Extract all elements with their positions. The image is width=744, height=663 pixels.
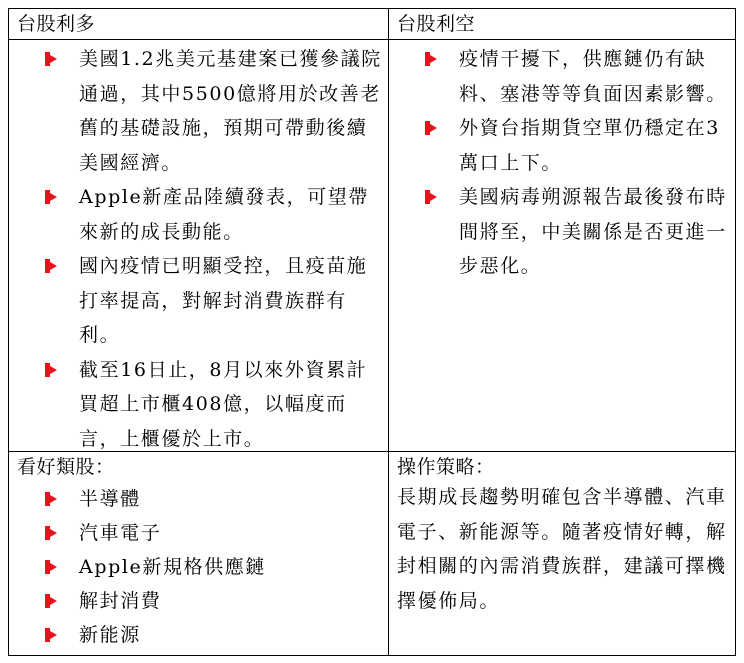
sectors-cell: [9, 452, 388, 655]
bear-header-cell: [389, 9, 735, 39]
red-bullet-icon: [45, 190, 57, 204]
list-item: [9, 482, 388, 516]
list-item: [9, 516, 388, 550]
bear-item-text: 外資台指期貨空單仍穩定在3萬口上下。: [459, 117, 720, 174]
sector-item-text: 半導體: [79, 488, 141, 510]
sectors-list: [9, 482, 388, 652]
red-bullet-icon: [45, 363, 57, 377]
red-bullet-icon: [45, 259, 57, 273]
bull-item-text: 截至16日止，8月以來外資累計買超上市櫃408億，以幅度而言，上櫃優於上市。: [79, 358, 368, 450]
summary-table: [8, 8, 736, 656]
sector-item-text: 新能源: [79, 624, 141, 646]
bear-item-text: 疫情干擾下，供應鏈仍有缺料、塞港等等負面因素影響。: [459, 48, 727, 105]
list-item: [9, 584, 388, 618]
bull-list: [9, 42, 388, 456]
sector-item-text: 汽車電子: [79, 522, 162, 544]
bear-item-text: 美國病毒朔源報告最後發布時間將至，中美關係是否更進一步惡化。: [459, 186, 727, 277]
list-item: [9, 42, 388, 180]
list-item: [389, 180, 735, 284]
red-bullet-icon: [45, 594, 57, 608]
red-bullet-icon: [425, 52, 437, 66]
red-bullet-icon: [45, 628, 57, 642]
bull-item-text: Apple新產品陸續發表，可望帶來新的成長動能。: [79, 186, 369, 243]
bull-body-cell: [9, 40, 388, 451]
red-bullet-icon: [425, 190, 437, 204]
list-item: [9, 180, 388, 249]
bull-item-text: 國內疫情已明顯受控，且疫苗施打率提高，對解封消費族群有利。: [79, 255, 368, 346]
red-bullet-icon: [45, 526, 57, 540]
list-item: [9, 550, 388, 584]
red-bullet-icon: [45, 560, 57, 574]
strategy-title: 操作策略：: [397, 456, 495, 478]
list-item: [9, 249, 388, 353]
bear-title: 台股利空: [397, 13, 476, 35]
list-item: [9, 353, 388, 457]
strategy-cell: [389, 452, 735, 655]
bull-title: 台股利多: [17, 13, 96, 35]
bull-item-text: 美國1.2兆美元基建案已獲參議院通過，其中5500億將用於改善老舊的基礎設施，預期可帶動後續美國經濟。: [79, 48, 382, 174]
bear-body-cell: [389, 40, 735, 451]
strategy-text: 長期成長趨勢明確包含半導體、汽車電子、新能源等。隨著疫情好轉，解封相關的內需消費族群，建議可擇機擇優佈局。: [397, 486, 727, 612]
sector-item-text: Apple新規格供應鏈: [79, 556, 266, 578]
list-item: [9, 618, 388, 652]
list-item: [389, 42, 735, 111]
bull-header-cell: [9, 9, 388, 39]
red-bullet-icon: [45, 492, 57, 506]
list-item: [389, 111, 735, 180]
red-bullet-icon: [425, 121, 437, 135]
sectors-title: 看好類股：: [17, 456, 115, 478]
bear-list: [389, 42, 735, 284]
sector-item-text: 解封消費: [79, 590, 162, 612]
red-bullet-icon: [45, 52, 57, 66]
